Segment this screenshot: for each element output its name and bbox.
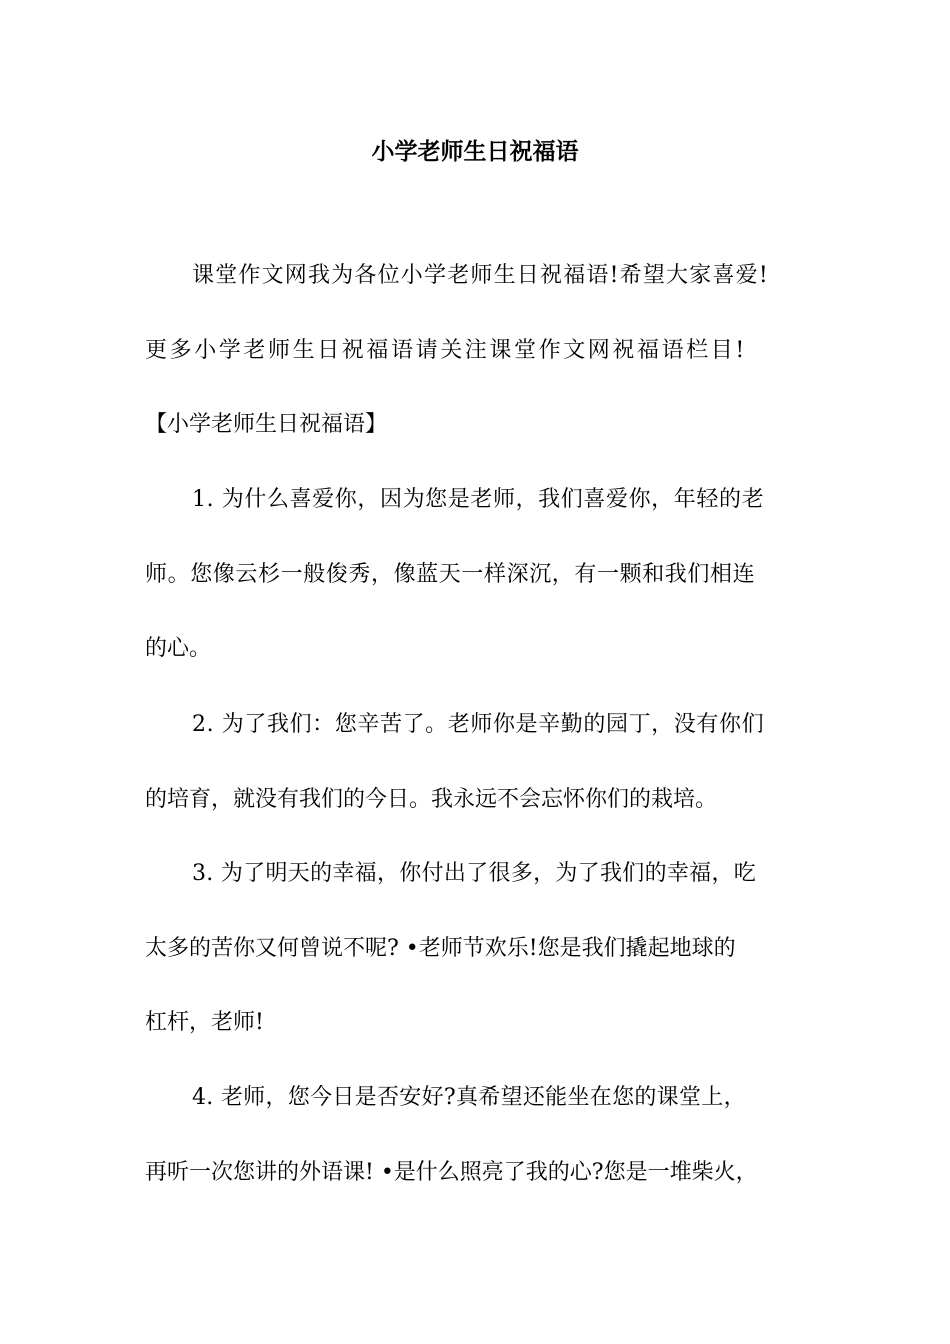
paragraph-line: 的心。 [145, 636, 212, 661]
paragraph-line: 1. 为什么喜爱你，因为您是老师，我们喜爱你，年轻的老 [192, 487, 765, 512]
paragraph-line: 杠杆，老师! [145, 1010, 264, 1035]
paragraph-line: 再听一次您讲的外语课! •是什么照亮了我的心?您是一堆柴火， [145, 1160, 758, 1185]
paragraph-line: 2. 为了我们：您辛苦了。老师你是辛勤的园丁，没有你们 [192, 712, 765, 737]
section-heading: 【小学老师生日祝福语】 [145, 412, 388, 437]
paragraph-line: 4. 老师，您今日是否安好?真希望还能坐在您的课堂上， [192, 1085, 746, 1110]
paragraph-line: 的培育，就没有我们的今日。我永远不会忘怀你们的栽培。 [145, 787, 718, 812]
paragraph-line: 更多小学老师生日祝福语请关注课堂作文网祝福语栏目! [145, 338, 747, 363]
paragraph-line: 师。您像云杉一般俊秀，像蓝天一样深沉，有一颗和我们相连 [145, 562, 756, 587]
paragraph-line: 太多的苦你又何曾说不呢? •老师节欢乐!您是我们撬起地球的 [145, 936, 736, 961]
document-title: 小学老师生日祝福语 [371, 138, 579, 165]
paragraph-line: 3. 为了明天的幸福，你付出了很多，为了我们的幸福，吃 [192, 861, 757, 886]
paragraph-line: 课堂作文网我为各位小学老师生日祝福语!希望大家喜爱! [192, 263, 769, 288]
